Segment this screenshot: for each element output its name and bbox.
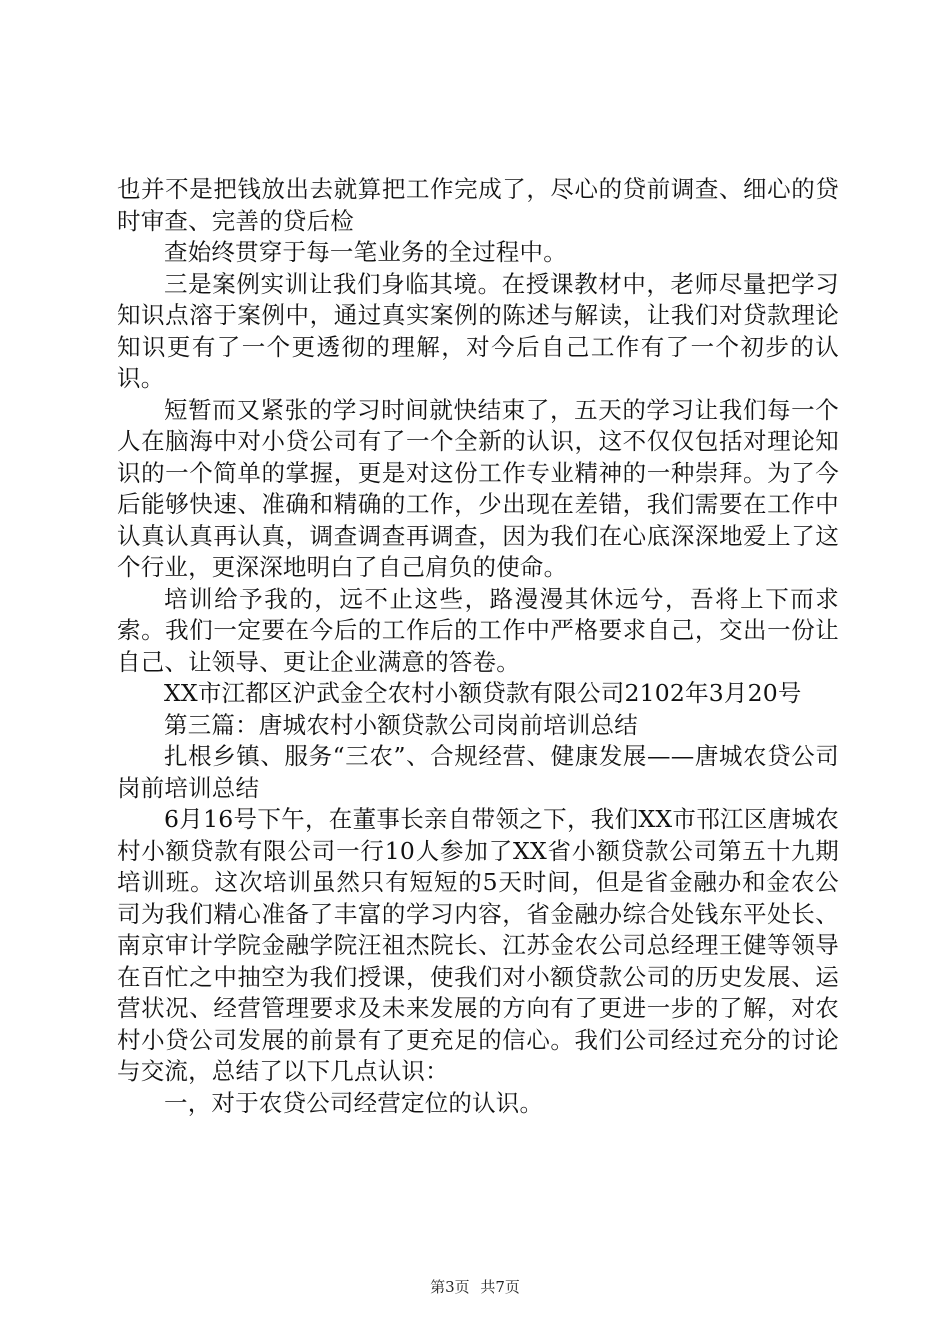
section-heading: 第三篇：唐城农村小额贷款公司岗前培训总结 <box>164 710 638 739</box>
paragraph: 6月16号下午，在董事长亲自带领之下，我们XX市邗江区唐城农村小额贷款有限公司一行10人参加了XX省小额贷款公司第五十九期培训班。这次培训虽然只有短短的5天时间，但是省金融办和金农公司为我们精心准备了丰富的学习内容，省金融办综合处钱东平处长、南京审计学院金融学院汪祖杰院长、江苏金农公司总经理王健等领导在百忙之中抽空为我们授课，使我们对小额贷款公司的历史发展、运营状况、经营管理要求及未来发展的方向有了更进一步的了解，对农村小贷公司发展的前景有了更充足的信心。我们公司经过充分的讨论与交流，总结了以下几点认识： <box>117 805 839 1085</box>
paragraph: 培训给予我的，远不止这些，路漫漫其休远兮，吾将上下而求索。我们一定要在今后的工作后的工作中严格要求自己，交出一份让自己、让领导、更让企业满意的答卷。 <box>117 584 839 676</box>
paragraph: 三是案例实训让我们身临其境。在授课教材中，老师尽量把学习知识点溶于案例中，通过真实案例的陈述与解读，让我们对贷款理论知识更有了一个更透彻的理解，对今后自己工作有了一个初步的认识。 <box>117 269 839 392</box>
paragraph: 查始终贯穿于每一笔业务的全过程中。 <box>164 238 567 266</box>
section-subtitle: 扎根乡镇、服务“三农”、合规经营、健康发展——唐城农贷公司岗前培训总结 <box>117 742 839 802</box>
document-body <box>117 174 839 1119</box>
paragraph: 一，对于农贷公司经营定位的认识。 <box>164 1088 544 1117</box>
paragraph: 也并不是把钱放出去就算把工作完成了，尽心的贷前调查、细心的贷时审查、完善的贷后检 <box>117 175 839 235</box>
signature-line: XX市江都区沪武金仝农村小额贷款有限公司2102年3月20号 <box>164 679 802 707</box>
page-number: 第3页 <box>430 1278 470 1296</box>
paragraph: 短暂而又紧张的学习时间就快结束了，五天的学习让我们每一个人在脑海中对小贷公司有了一个全新的认识，这不仅仅包括对理论知识的一个简单的掌握，更是对这份工作专业精神的一种崇拜。为了今后能够快速、准确和精确的工作，少出现在差错，我们需要在工作中认真认真再认真，调查调查再调查，因为我们在心底深深地爱上了这个行业，更深深地明白了自己肩负的使命。 <box>117 395 839 581</box>
page-footer <box>0 1277 950 1297</box>
page-total: 共7页 <box>480 1278 520 1296</box>
